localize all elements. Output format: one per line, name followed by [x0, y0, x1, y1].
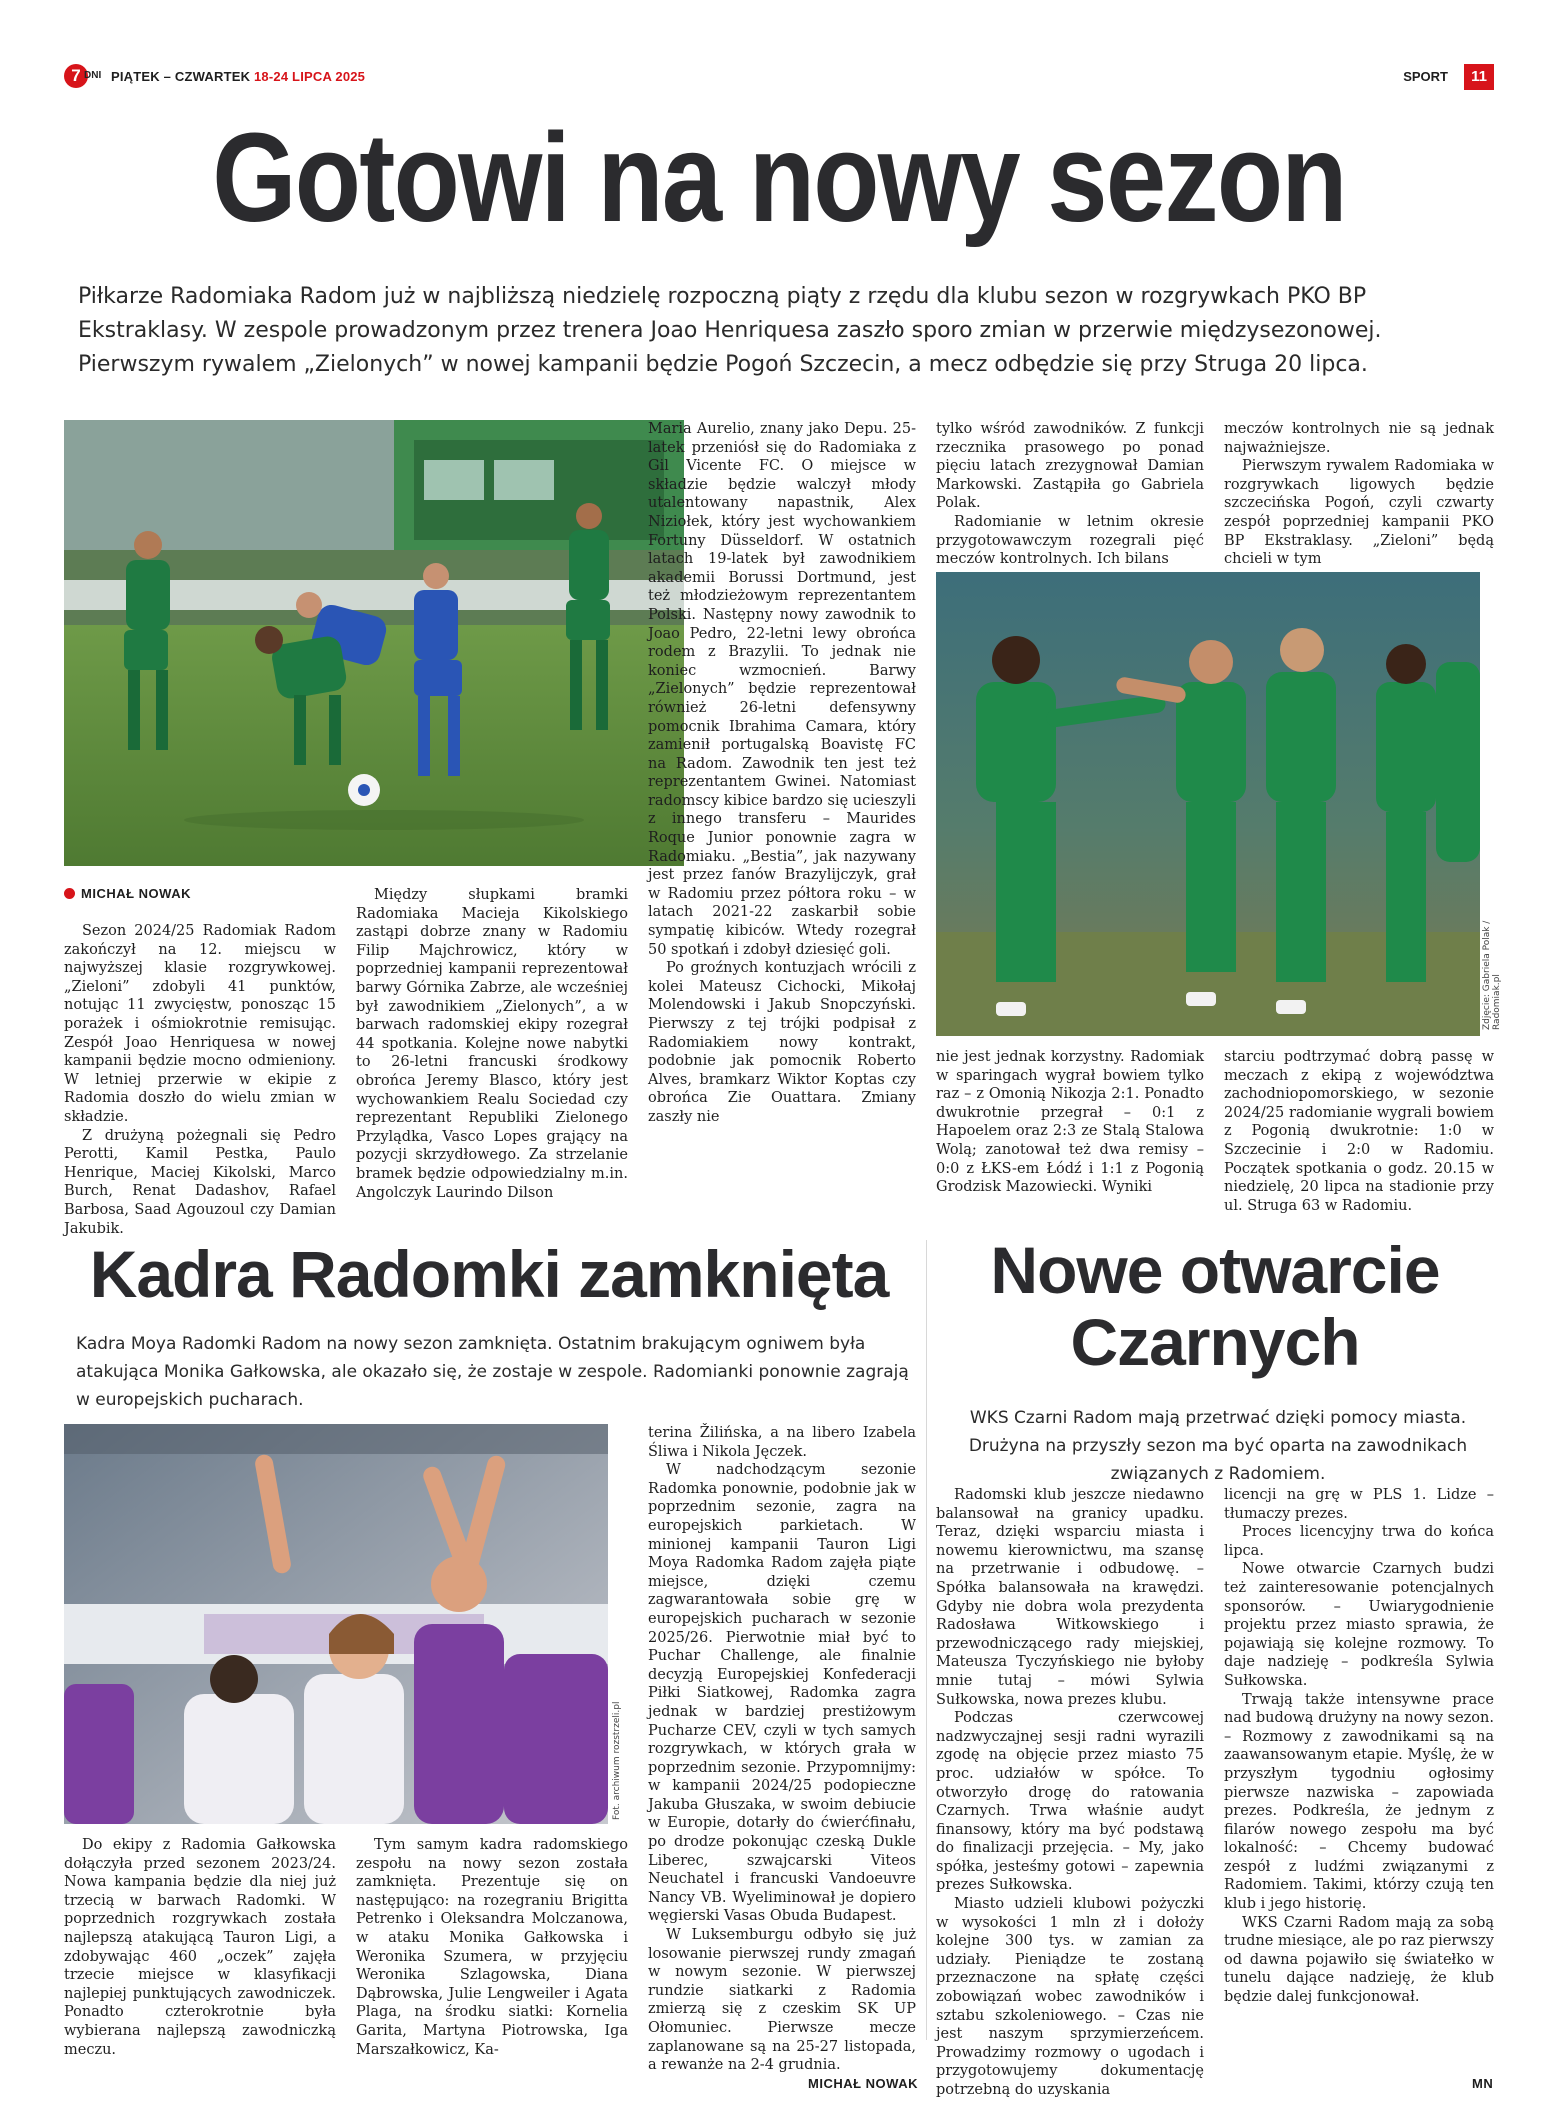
article-1-col-4-top [936, 420, 1204, 569]
article-1-col-5-top [1224, 420, 1494, 569]
issue-date [111, 69, 365, 84]
article-3-lead: WKS Czarni Radom mają przetrwać dzięki pomocy miasta. Drużyna na przyszły sezon ma być oparta na zawodnikach związanych z Radomiem. [968, 1408, 1468, 1484]
article-2-col-3 [648, 1424, 916, 2075]
paragraph: licencji na grę w PLS 1. Lidze – tłumaczy prezes. [1224, 1487, 1494, 1522]
paragraph: Nowe otwarcie Czarnych budzi też zainteresowanie potencjalnych sponsorów. – Uwiarygodnienie projektu przez miasto sprawia, że pojawiają się kolejne rozmowy. To daje nadzieję – podkreśla Sylwia Sułkowska. [1224, 1561, 1494, 1689]
article-1-col-3 [648, 420, 916, 1127]
paragraph: Radomianie w letnim okresie przygotowawczym rozegrali pięć meczów kontrolnych. Ich bilans [936, 513, 1204, 568]
article-1-title: Gotowi na nowy sezon [212, 107, 1346, 248]
paragraph: Tym samym kadra radomskiego zespołu na nowy sezon została zamknięta. Prezentuje się on następująco: na rozegraniu Brigitta Petrenko i Oleksandra Molczanowa, w ataku Monika Gałkowska i Weronika Szumera, w przyjęciu Weronika Szlagowska, Diana Dąbrowska, Julie Lengweiler i Agata Plaga, na środku siatki: Kornelia Garita, Martyna Piotrowska, Iga Marszałkowicz, Ka- [356, 1837, 628, 2058]
volleyball-illustration [64, 1424, 608, 1824]
issue-date-prefix: PIĄTEK – CZWARTEK [111, 69, 251, 84]
paragraph: W nadchodzącym sezonie Radomka ponownie, podobnie jak w poprzednim sezonie, zagra na europejskich parkietach. W minionej kampanii Tauron Ligi Moya Radomka Radom zajęła piąte miejsce, dzięki czemu zagwarantowała sobie grę w europejskich pucharach w sezonie 2025/26. Pierwotnie miał być to Puchar Challenge, ale finalnie decyzją Europejskiej Konfederacji Piłki Siatkowej, Radomka zagra jednak w bardziej prestiżowym Pucharze CEV, czyli w tych samych rozgrywkach, w których grała w poprzednim sezonie. Przypomnijmy: w kampanii 2024/25 podopieczne Jakuba Głuszaka, w swoim debiucie w Europie, dotarły do ćwierćfinału, po drodze pokonując czeską Dukle Liberec, szwajcarski Viteos Neuchatel i francuski Vandoeuvre Nancy VB. Wyeliminował je dopiero węgierski Vasas Obuda Budapest. [648, 1462, 916, 1925]
page-number: 11 [1464, 64, 1494, 90]
paragraph: Maria Aurelio, znany jako Depu. 25-latek przeniósł się do Radomiaka z Gil Vicente FC. O miejsce w składzie będzie walczył młody utalentowany napastnik, Alex Niziołek, który jest wychowankiem Fortuny Düsseldorf. W ostatnich latach 19-latek był zawodnikiem akademii Borussi Dortmund, jest też młodzieżowym reprezentantem Polski. Następny nowy zawodnik to Joao Pedro, 22-letni lewy obrońca rodem z Brazylii. To jednak nie koniec wzmocnień. Barwy „Zielonych” będzie reprezentował również 26-letni defensywny pomocnik Ibrahima Camara, który zamienił portugalską Boavistę FC na Radom. Zawodnik ten jest też reprezentantem Gwinei. Natomiast radomscy kibice bardzo się ucieszyli z innego transferu – Maurides Roque Junior ponownie zagra w Radomiaku. „Bestia”, jak nazywany jest przez fanów Brazylijczyk, grał w Radomiu przez półtora roku – w latach 2021-22 zaskarbił sobie sympatię kibiców. Wtedy rozegrał 50 spotkań i zdobył dziesięć goli. [648, 421, 916, 958]
team-celebration-illustration [936, 572, 1480, 1036]
football-match-illustration [64, 420, 684, 866]
photo-credit-volleyball: Fot. archiwum rozstrzeli.pl [612, 1701, 622, 1820]
paragraph: WKS Czarni Radom mają za sobą trudne miesiące, ale po raz pierwszy od dawna pojawiło się światełko w tunelu dające nadzieję, że klub będzie dalej funkcjonował. [1224, 1914, 1494, 2006]
team-celebration-photo [936, 572, 1480, 1036]
newspaper-logo: 7 [64, 64, 88, 88]
article-2-col-2 [356, 1836, 628, 2059]
page-header [64, 64, 1494, 92]
article-3-byline: MN [1472, 2076, 1494, 2091]
paragraph: starciu podtrzymać dobrą passę w meczach z ekipą z województwa zachodniopomorskiego, w sezonie 2024/25 radomianie wygrali bowiem z Pogonią dwukrotnie: 1:0 w Szczecinie i 2:0 w Radomiu. Początek spotkania o godz. 20.15 w niedzielę, 20 lipca na stadionie przy ul. Struga 63 w Radomiu. [1224, 1049, 1494, 1214]
article-1-col-5-bottom [1224, 1048, 1494, 1215]
byline-dot-icon [64, 888, 75, 899]
article-1-byline [64, 886, 191, 901]
article-3-col-1 [936, 1486, 1204, 2100]
paragraph: nie jest jednak korzystny. Radomiak w sparingach wygrał bowiem tylko raz – z Omonią Nikozja 2:1. Ponadto dwukrotnie przegrał – 0:1 z Hapoelem oraz 2:3 ze Stalą Stalowa Wolą; zanotował też dwa remisy – 0:0 z ŁKS-em Łódź i 1:1 z Pogonią Grodzisk Mazowiecki. Wyniki [936, 1049, 1204, 1196]
paragraph: Trwają także intensywne prace nad budową drużyny na nowy sezon. – Rozmowy z zawodnikami są na zaawansowanym etapie. Myślę, że w przyszłym tygodniu ogłosimy pierwsze nazwiska – zapowiada prezes. Podkreśla, że jednym z filarów nowego zespołu ma być lokalność: – Chcemy budować zespół z ludźmi związanymi z Radomiem. Takimi, którzy czują ten klub i jego historię. [1224, 1691, 1494, 1913]
issue-date-range: 18-24 LIPCA 2025 [254, 69, 366, 84]
paragraph: Radomski klub jeszcze niedawno balansował na granicy upadku. Teraz, dzięki wsparciu miasta i nowemu kierownictwu, ma szansę na przetrwanie i odbudowę. – Spółka balansowała na krawędzi. Gdyby nie dobra wola prezydenta Radosława Witkowskiego i przewodniczącego rady miejskiej, Mateusza Tyczyńskiego nie byłoby mnie tutaj – mówi Sylwia Sułkowska, nowa prezes klubu. [936, 1487, 1204, 1708]
volleyball-team-photo [64, 1424, 608, 1824]
article-3-title-line-1: Nowe otwarcie [990, 1233, 1440, 1307]
paragraph: W Luksemburgu odbyło się już losowanie pierwszej rundy zmagań w nowym sezonie. W pierwszej rundzie siatkarki z Radomia zmierzą się z czeskim SK UP Ołomuniec. Pierwsze mecze zaplanowane są na 25-27 listopada, a rewanże na 2-4 grudnia. [648, 1927, 916, 2074]
article-1-col-2 [356, 886, 628, 1202]
paragraph: Miasto udzieli klubowi pożyczki w wysokości 1 mln zł i dołoży kolejne 300 tys. w zamian za udziały. Pieniądze te zostaną przeznaczone na spłatę części zobowiązań wobec zawodników i sztabu szkoleniowego. – Czas nie jest naszym sprzymierzeńcem. Prowadzimy rozmowy o ugodach i przygotowujemy dokumentację potrzebną do uzyskania [936, 1896, 1204, 2098]
article-2-lead: Kadra Moya Radomki Radom na nowy sezon zamknięta. Ostatnim brakującym ogniwem była atakująca Monika Gałkowska, ale okazało się, że zostaje w zespole. Radomianki ponownie zagrają w europejskich pucharach. [76, 1334, 909, 1410]
article-2-col-1 [64, 1836, 336, 2059]
article-2-title: Kadra Radomki zamknięta [89, 1237, 889, 1311]
paragraph: Do ekipy z Radomia Gałkowska dołączyła przed sezonem 2023/24. Nowa kampania będzie dla niej już trzecią w barwach Radomki. W poprzednich rozgrywkach została najlepszą atakującą Tauron Ligi, a zdobywając 460 „oczek” zajęła trzecie miejsce w klasyfikacji najlepiej punktujących zawodniczek. Ponadto czterokrotnie była wybierana najlepszą zawodniczką meczu. [64, 1837, 336, 2058]
paragraph: Z drużyną pożegnali się Pedro Perotti, Kamil Pestka, Paulo Henrique, Maciej Kikolski, Marco Burch, Renat Dadashov, Rafael Barbosa, Saad Agouzoul czy Damian Jakubik. [64, 1127, 336, 1237]
column-divider [926, 1240, 927, 2040]
photo-credit-football: Zdjęcie: Gabriela Polak / Radomiak.pl [1482, 920, 1502, 1030]
article-3-title [936, 1234, 1494, 1378]
article-1-author: MICHAŁ NOWAK [81, 886, 191, 901]
football-match-photo [64, 420, 684, 866]
article-1-lead: Piłkarze Radomiaka Radom już w najbliższą niedzielę rozpoczną piąty z rzędu dla klubu sezon w rozgrywkach PKO BP Ekstraklasy. W zespole prowadzonym przez trenera Joao Henriquesa zaszło sporo zmian w przerwie międzysezonowej. Pierwszym rywalem „Zielonych” w nowej kampanii będzie Pogoń Szczecin, a mecz odbędzie się przy Struga 20 lipca. [78, 284, 1382, 377]
paragraph: Między słupkami bramki Radomiaka Macieja Kikolskiego zastąpi dobrze znany w Radomiu Filip Majchrowicz, który w poprzedniej kampanii reprezentował barwy Górnika Zabrze, ale wcześniej był zawodnikiem „Zielonych”, a w barwach radomskiej ekipy rozegrał 44 spotkania. Kolejne nowe nabytki to 26-letni francuski środkowy obrońca Jeremy Blasco, który jest wychowankiem Realu Sociedad czy reprezentant Republiki Zielonego Przylądka, Vasco Lopes grający na pozycji skrzydłowego. Za strzelanie bramek będzie odpowiedzialny m.in. Angolczyk Laurindo Dilson [356, 887, 628, 1201]
section-label: SPORT [1403, 69, 1448, 84]
paragraph: meczów kontrolnych nie są jednak najważniejsze. [1224, 421, 1494, 456]
article-3-title-line-2: Czarnych [1070, 1305, 1360, 1379]
paragraph: terina Žilińska, a na libero Izabela Śliwa i Nikola Jęczek. [648, 1425, 916, 1460]
paragraph: Po groźnych kontuzjach wrócili z kolei Mateusz Cichocki, Mikołaj Molendowski i Jakub Snopczyński. Pierwszy z tej trójki podpisał z Radomiakiem nowy kontrakt, podobnie jak pomocnik Roberto Alves, bramkarz Wiktor Koptas czy obrońca Zie Ouattara. Zmiany zaszły nie [648, 960, 916, 1125]
article-1-col-1 [64, 922, 336, 1238]
paragraph: tylko wśród zawodników. Z funkcji rzecznika prasowego po ponad pięciu latach zrezygnował Damian Markowski. Zastąpiła go Gabriela Polak. [936, 421, 1204, 512]
paragraph: Podczas czerwcowej nadzwyczajnej sesji radni wyrazili zgodę na objęcie przez miasto 75 proc. udziałów w spółce. To otworzyło drogę do ratowania Czarnych. Trwa właśnie audyt finansowy, który ma być podstawą do finalizacji przejęcia. – My, jako spółka, jesteśmy gotowi – zapewnia prezes Sułkowska. [936, 1710, 1204, 1894]
article-2-byline: MICHAŁ NOWAK [808, 2076, 918, 2091]
article-3-col-2 [1224, 1486, 1494, 2007]
paragraph: Proces licencyjny trwa do końca lipca. [1224, 1524, 1494, 1559]
paragraph: Pierwszym rywalem Radomiaka w rozgrywkach ligowych będzie szczecińska Pogoń, czyli czwarty zespół poprzedniej kampanii PKO BP Ekstraklasy. „Zieloni” będą chcieli w tym [1224, 458, 1494, 568]
article-1-col-4-bottom [936, 1048, 1204, 1197]
paragraph: Sezon 2024/25 Radomiak Radom zakończył na 12. miejscu w najwyższej klasie rozgrywkowej. „Zieloni” zdobyli 41 punktów, notując 11 zwycięstw, ponosząc 15 porażek i ośmiokrotnie remisując. Zespół Joao Henriquesa w nowej kampanii będzie mocno odmieniony. W letniej przerwie w ekipie z Radomia doszło do wielu zmian w składzie. [64, 923, 336, 1125]
newspaper-logo-suffix: DNI [84, 70, 102, 81]
